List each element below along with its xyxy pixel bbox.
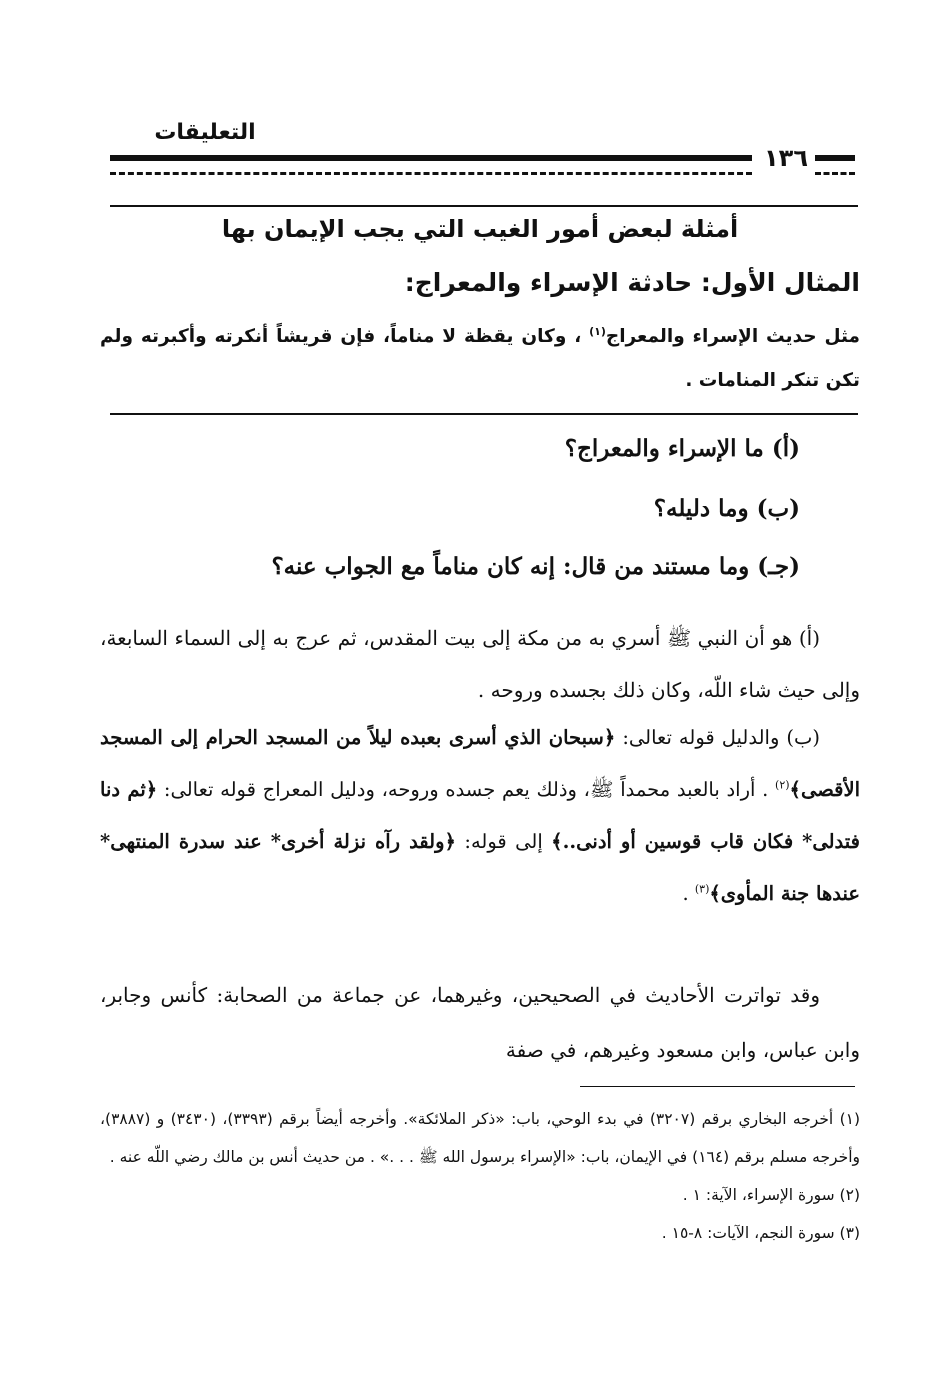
answer-b-text-4: . xyxy=(682,882,695,905)
footnote-1: (١) أخرجه البخاري برقم (٣٢٠٧) في بدء الوحي، باب: «ذكر الملائكة». وأخرجه أيضاً برقم (٣٣٩٣)، (٣٤٣٠) و (٣٨٨٧)، وأخرجه مسلم برقم (١٦٤) في الإيمان، باب: «الإسراء برسول الله ﷺ . . .» . من حديث أنس بن مالك رضي اللّه عنه . xyxy=(100,1110,861,1166)
header-rule-thick-right xyxy=(815,155,855,161)
page-number: ١٣٦ xyxy=(764,144,808,172)
answer-b-text-1: (ب) والدليل قوله تعالى: xyxy=(615,726,820,749)
section-top-rule xyxy=(110,205,858,207)
example-title: المثال الأول: حادثة الإسراء والمعراج: xyxy=(404,268,860,297)
answer-b-text-2: . أراد بالعبد محمداً ﷺ، وذلك يعم جسده وروحه، ودليل المعراج قوله تعالى: xyxy=(157,778,776,801)
answer-a-paragraph: (أ) هو أن النبي ﷺ أسري به من مكة إلى بيت المقدس، ثم عرج به إلى السماء السابعة، وإلى حيث شاء اللّه، وكان ذلك بجسده وروحه . xyxy=(100,626,860,702)
header-rule-thick-left xyxy=(110,155,752,161)
quran-verse-isra: ﴿سبحان الذي أسرى بعبده ليلاً من المسجد الحرام إلى المسجد الأقصى﴾ xyxy=(100,726,860,801)
answer-b-paragraph xyxy=(100,712,860,920)
quran-verse-najm-1: ﴿ثم دنا فتدلى* فكان قاب قوسين أو أدنى..﴾ xyxy=(100,778,860,853)
header-rule-dashed-left xyxy=(110,172,752,175)
intro-paragraph xyxy=(100,315,860,403)
footnotes xyxy=(100,1100,860,1252)
header-rule-dashed-right xyxy=(815,172,855,175)
answer-b-text-3: إلى قوله: xyxy=(455,830,552,853)
intro-text-part2: ، وكان يقظة لا مناماً، فإن قريشاً أنكرته وأكبرته ولم تكن تنكر المنامات . xyxy=(100,326,860,391)
question-c: (جـ) وما مستند من قال: إنه كان مناماً مع الجواب عنه؟ xyxy=(271,553,800,580)
footnote-ref-3: (٣) xyxy=(694,882,710,896)
section-headline: أمثلة لبعض أمور الغيب التي يجب الإيمان بها xyxy=(221,215,739,243)
conclusion-paragraph: وقد تواترت الأحاديث في الصحيحين، وغيرهما، عن جماعة من الصحابة: كأنس وجابر، وابن عباس، وابن مسعود وغيرهم، في صفة xyxy=(100,983,860,1062)
footnote-2: (٢) سورة الإسراء، الآية: ١ . xyxy=(682,1186,860,1204)
footnote-separator xyxy=(580,1086,855,1087)
question-b: (ب) وما دليله؟ xyxy=(653,495,800,522)
running-header-title: التعليقات xyxy=(154,120,256,145)
intro-text-part1: مثل حديث الإسراء والمعراج xyxy=(605,326,860,347)
intro-bottom-rule xyxy=(110,413,858,415)
quran-verse-najm-2: ﴿ولقد رآه نزلة أخرى* عند سدرة المنتهى* عندها جنة المأوى﴾ xyxy=(100,830,860,905)
footnote-ref-2: (٢) xyxy=(775,778,790,792)
footnote-ref-1: (١) xyxy=(589,324,606,338)
question-a: (أ) ما الإسراء والمعراج؟ xyxy=(564,435,800,462)
footnote-3: (٣) سورة النجم، الآيات: ٨-١٥ . xyxy=(661,1224,860,1242)
